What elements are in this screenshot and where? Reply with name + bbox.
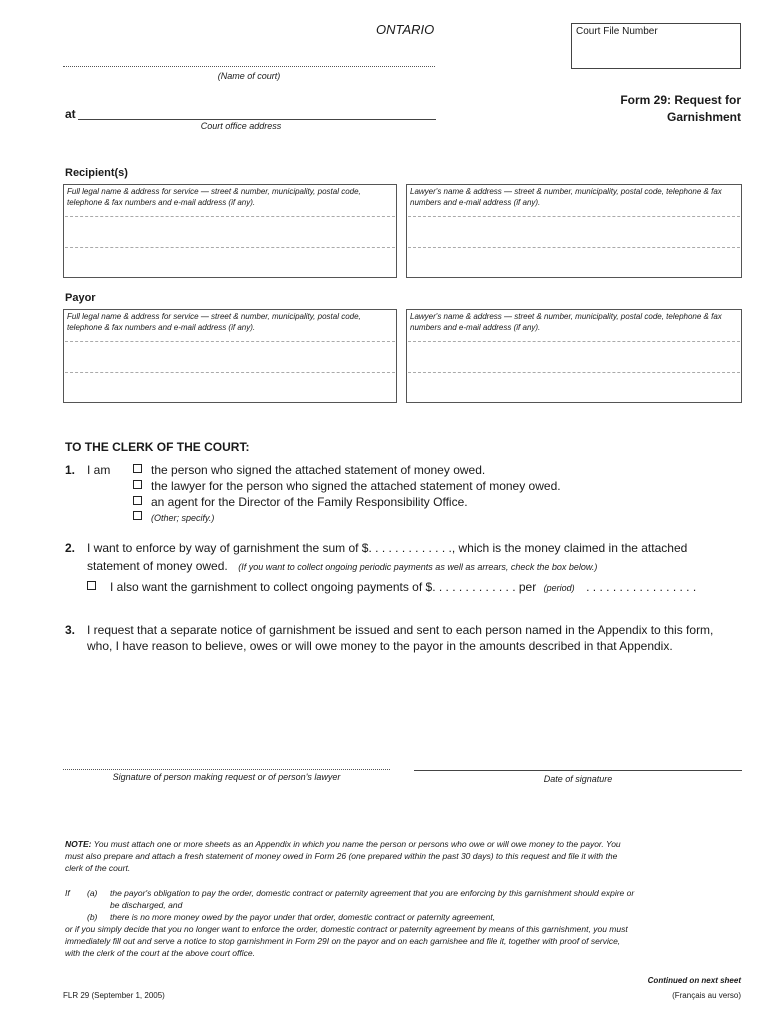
note-label: NOTE:	[65, 839, 92, 849]
date-caption: Date of signature	[543, 774, 613, 784]
checkbox[interactable]	[133, 496, 142, 505]
note-a-label: (a)	[87, 888, 98, 898]
french-note: (Français au verso)	[672, 991, 741, 1000]
at-label: at	[65, 107, 76, 121]
form-id: FLR 29 (September 1, 2005)	[63, 991, 165, 1000]
note-p2-line3: with the clerk of the court at the above court office.	[65, 948, 255, 958]
note-line2: must also prepare and attach a fresh statement of money owed in Form 26 (one prepared within the past 30 days) to this request and file it with the	[65, 851, 618, 861]
note-b-line: there is no more money owed by the payor under that order, domestic contract or paternity agreement,	[110, 912, 496, 922]
signature-caption: Signature of person making request or of person's lawyer	[112, 772, 341, 782]
court-office-address-line[interactable]	[78, 119, 436, 120]
item1-option-lawyer[interactable]	[133, 479, 561, 493]
note-if-label: If	[65, 888, 70, 898]
note-line1	[65, 838, 621, 850]
divider	[65, 341, 395, 342]
item1-number: 1.	[65, 463, 76, 477]
divider	[408, 247, 740, 248]
form-title	[620, 92, 741, 126]
note-b-label: (b)	[87, 912, 98, 922]
divider	[65, 372, 395, 373]
option-label: (Other; specify.)	[151, 513, 215, 523]
item3-line2: who, I have reason to believe, owes or will owe money to the payor in the amounts described in that Appendix.	[87, 639, 673, 653]
note-p2-line1: or if you simply decide that you no longer want to enforce the order, domestic contract or paternity agreement by means of this garnishment, you must	[65, 924, 628, 934]
divider	[65, 216, 395, 217]
item1-lead: I am	[87, 463, 111, 477]
court-file-number-field[interactable]	[571, 23, 741, 69]
item2-line1: I want to enforce by way of garnishment the sum of $. . . . . . . . . . . . ., which is the money claimed in the attached	[87, 541, 688, 555]
item1-option-other[interactable]	[133, 511, 214, 523]
item2-number: 2.	[65, 541, 76, 555]
recipient-party-label: Full legal name & address for service — street & number, municipality, postal code, telephone & fax numbers and e-mail address (if any).	[67, 187, 361, 207]
payor-party-label: Full legal name & address for service — street & number, municipality, postal code, telephone & fax numbers and e-mail address (if any).	[67, 312, 361, 332]
checkbox[interactable]	[87, 581, 96, 590]
item3-line1: I request that a separate notice of garnishment be issued and sent to each person named in the Appendix to this form,	[87, 623, 714, 637]
clerk-heading: TO THE CLERK OF THE COURT:	[65, 440, 250, 454]
payor-lawyer-label: Lawyer's name & address — street & number, municipality, postal code, telephone & fax numbers and e-mail address (if any).	[410, 312, 722, 332]
note-text: You must attach one or more sheets as an Appendix in which you name the person or persons who owe or will owe money to the payor. You	[93, 839, 621, 849]
province-title: ONTARIO	[376, 22, 435, 37]
note-a-line1: the payor's obligation to pay the order, domestic contract or paternity agreement that you are enforcing by this garnishment should expire or	[110, 888, 635, 898]
continued-note: Continued on next sheet	[647, 976, 741, 985]
recipient-party-box[interactable]	[63, 184, 397, 278]
payor-lawyer-box[interactable]	[406, 309, 742, 403]
option-label: the lawyer for the person who signed the attached statement of money owed.	[151, 479, 561, 493]
option-label: an agent for the Director of the Family Responsibility Office.	[151, 495, 468, 509]
item2-period-field[interactable]: . . . . . . . . . . . . . . . . .	[586, 580, 697, 594]
item1-option-signer[interactable]	[133, 463, 485, 477]
court-name-line[interactable]	[63, 66, 435, 67]
item2-ongoing-option[interactable]	[87, 578, 696, 596]
item3-number: 3.	[65, 623, 76, 637]
note-a-line2: be discharged, and	[110, 900, 183, 910]
note-line3: clerk of the court.	[65, 863, 131, 873]
item2-line2	[87, 557, 597, 575]
item2-ongoing-text: I also want the garnishment to collect ongoing payments of $. . . . . . . . . . . . . per	[110, 580, 537, 594]
item2-hint: (If you want to collect ongoing periodic payments as well as arrears, check the box below.)	[238, 562, 598, 572]
court-office-caption: Court office address	[200, 121, 282, 131]
option-label: the person who signed the attached statement of money owed.	[151, 463, 486, 477]
payor-party-box[interactable]	[63, 309, 397, 403]
checkbox[interactable]	[133, 480, 142, 489]
date-line[interactable]	[414, 770, 742, 771]
item1-option-agent[interactable]	[133, 495, 468, 509]
note-p2-line2: immediately fill out and serve a notice to stop garnishment in Form 29I on the payor and on each garnishee and file it, together with proof of service,	[65, 936, 621, 946]
divider	[65, 247, 395, 248]
recipient-lawyer-label: Lawyer's name & address — street & number, municipality, postal code, telephone & fax numbers and e-mail address (if any).	[410, 187, 722, 207]
divider	[408, 372, 740, 373]
divider	[408, 341, 740, 342]
checkbox[interactable]	[133, 464, 142, 473]
court-file-number-label: Court File Number	[576, 26, 658, 37]
item2-period-label: (period)	[543, 583, 575, 593]
recipients-heading: Recipient(s)	[65, 167, 128, 179]
form-title-line2: Garnishment	[666, 110, 741, 124]
court-name-caption: (Name of court)	[217, 71, 281, 81]
checkbox[interactable]	[133, 511, 142, 520]
divider	[408, 216, 740, 217]
form-title-line1: Form 29: Request for	[620, 93, 741, 107]
signature-line[interactable]	[63, 769, 390, 770]
payor-heading: Payor	[65, 292, 96, 304]
recipient-lawyer-box[interactable]	[406, 184, 742, 278]
item2-line2-text: statement of money owed.	[87, 559, 228, 573]
